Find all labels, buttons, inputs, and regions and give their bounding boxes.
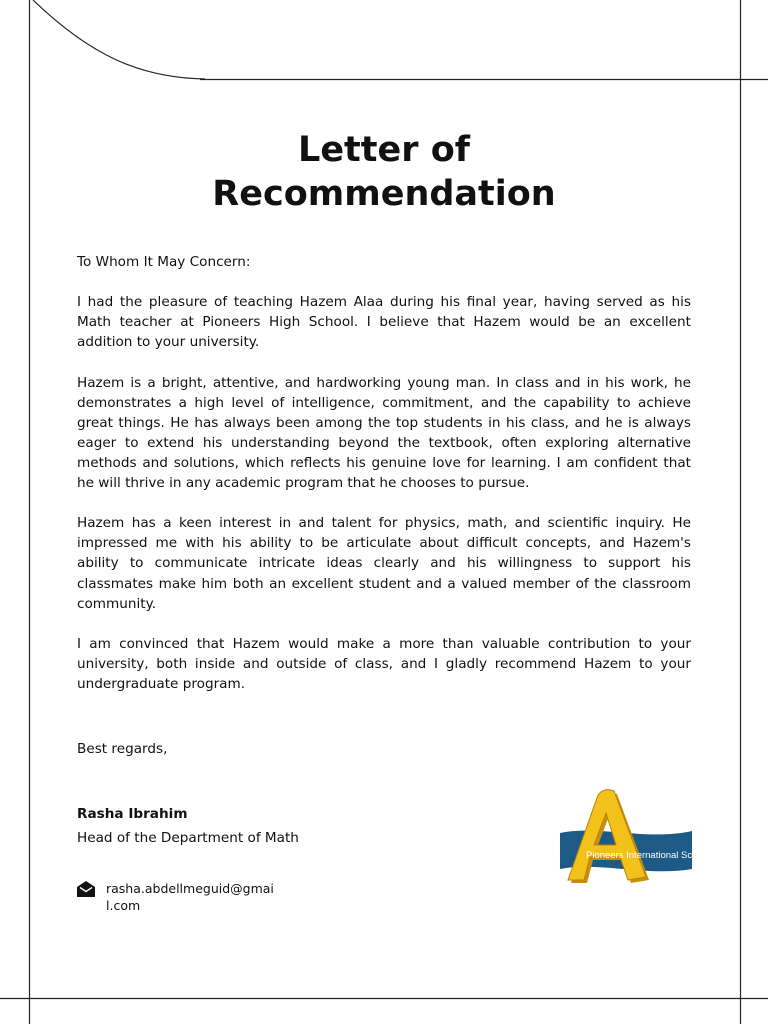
letter-body [77,252,691,714]
signer-name: Rasha Ibrahim [77,806,188,822]
salutation: To Whom It May Concern: [77,254,251,270]
paragraph-3: Hazem has a keen interest in and talent for physics, math, and scientific inquiry. He impressed me with his ability to be articulate about difficult concepts, and Hazem's ability to communicate intricate ideas clearly and his willingness to support his classmates make him both an excellent student and a valued member of the classroom community. [77,515,691,612]
title-line-1: Letter of [298,130,470,170]
envelope-icon [76,880,96,898]
school-logo [538,785,692,885]
signer-title: Head of the Department of Math [77,830,299,846]
title-line-2: Recommendation [212,174,556,214]
email-link[interactable]: rasha.abdellmeguid@gmail.com [106,881,274,913]
logo-banner-text: Pioneers International Sc [586,850,692,861]
closing: Best regards, [77,741,168,757]
letter-title [0,128,768,216]
paragraph-2: Hazem is a bright, attentive, and hardworking young man. In class and in his work, he demonstrates a high level of intelligence, commitment, and the capability to achieve great things. He has always been among the top students in his class, and he is always eager to extend his understanding beyond the textbook, often exploring alternative methods and solutions, which reflects his genuine love for learning. I am confident that he will thrive in any academic program that he chooses to pursue. [77,374,691,492]
paragraph-1: I had the pleasure of teaching Hazem Alaa during his final year, having served as his Math teacher at Pioneers High School. I believe that Hazem would be an excellent addition to your university. [77,294,691,351]
paragraph-4: I am convinced that Hazem would make a more than valuable contribution to your university, both inside and outside of class, and I gladly recommend Hazem to your undergraduate program. [77,635,691,692]
